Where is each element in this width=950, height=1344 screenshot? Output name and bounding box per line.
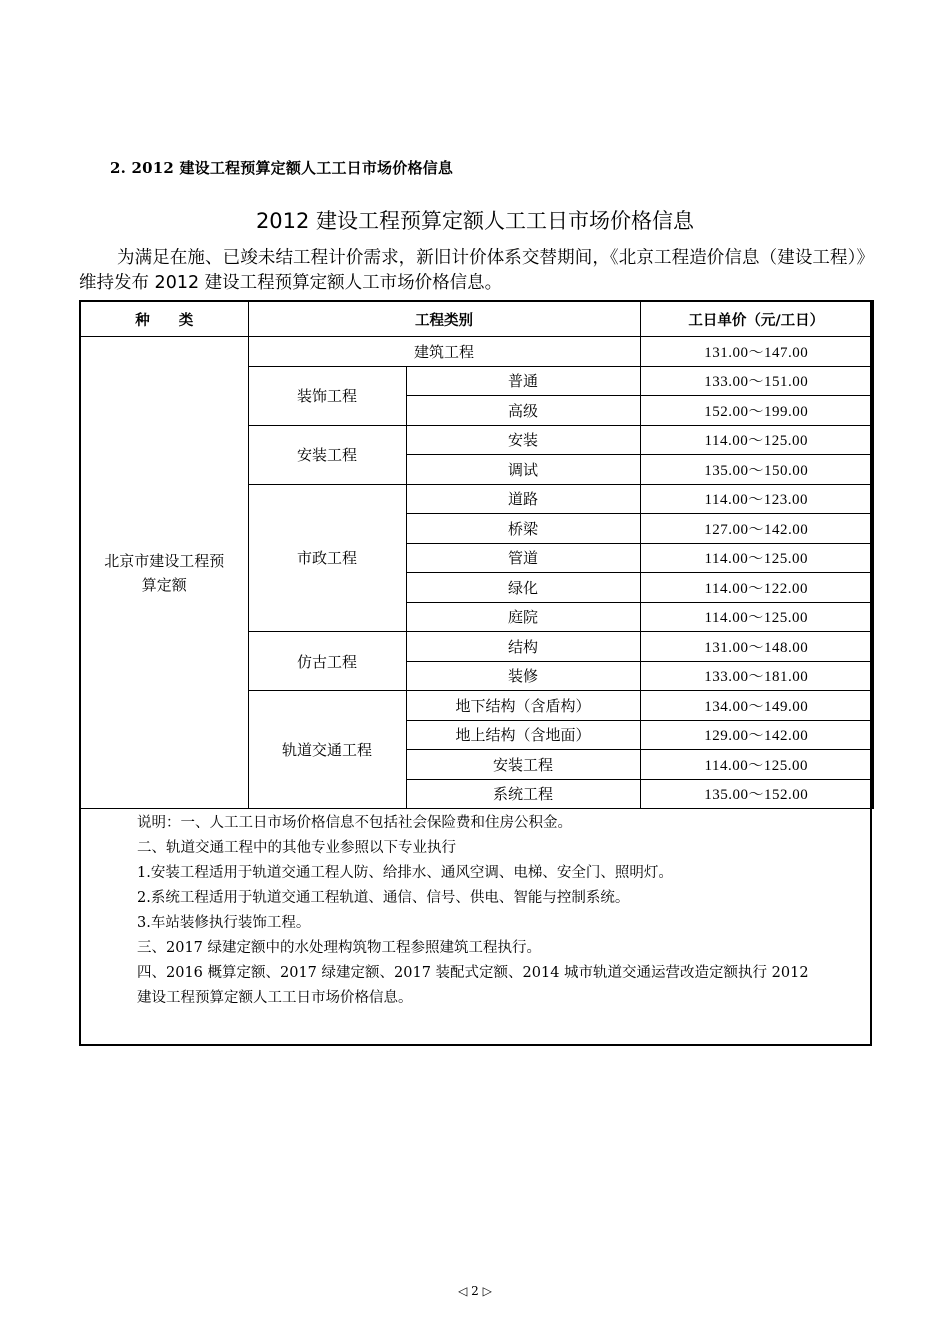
- intro-paragraph: 为满足在施、已竣未结工程计价需求，新旧计价体系交替期间，《北京工程造价信息（建设工程）》维持发布 2012 建设工程预算定额人工市场价格信息。: [79, 248, 874, 293]
- price-table: [79, 300, 874, 809]
- header-category: 种 类: [80, 301, 248, 337]
- sub-type-cell: 安装: [406, 425, 640, 455]
- sub-type-cell: 绿化: [406, 573, 640, 603]
- price-cell: 114.00～125.00: [640, 750, 873, 780]
- sub-type-cell: 道路: [406, 484, 640, 514]
- note-line: 3.车站装修执行装饰工程。: [137, 915, 311, 931]
- category-line-1: 北京市建设工程预: [104, 551, 225, 570]
- header-unit-price: 工日单价（元/工日）: [640, 301, 873, 337]
- sub-type-cell: 普通: [406, 366, 640, 396]
- page-number: ◁ 2 ▷: [458, 1284, 492, 1298]
- price-cell: 131.00～148.00: [640, 632, 873, 662]
- price-cell: 135.00～152.00: [640, 779, 873, 809]
- group-label: 市政工程: [248, 484, 406, 632]
- price-cell: 131.00～147.00: [640, 337, 873, 367]
- price-cell: 114.00～125.00: [640, 425, 873, 455]
- sub-type-cell: 调试: [406, 455, 640, 485]
- section-heading: 2. 2012 建设工程预算定额人工工日市场价格信息: [110, 159, 454, 177]
- sub-type-cell: 高级: [406, 396, 640, 426]
- category-cell: [80, 337, 248, 809]
- table-row: [80, 337, 873, 367]
- group-label: 装饰工程: [248, 366, 406, 425]
- price-cell: 129.00～142.00: [640, 720, 873, 750]
- table-header-row: [80, 301, 873, 337]
- group-label: 建筑工程: [248, 337, 640, 367]
- category-line-2: 算定额: [141, 575, 187, 594]
- sub-type-cell: 安装工程: [406, 750, 640, 780]
- group-label: 轨道交通工程: [248, 691, 406, 809]
- price-cell: 114.00～122.00: [640, 573, 873, 603]
- sub-type-cell: 管道: [406, 543, 640, 573]
- note-line: 1.安装工程适用于轨道交通工程人防、给排水、通风空调、电梯、安全门、照明灯。: [137, 865, 673, 881]
- price-cell: 127.00～142.00: [640, 514, 873, 544]
- sub-type-cell: 装修: [406, 661, 640, 691]
- price-cell: 114.00～125.00: [640, 543, 873, 573]
- sub-type-cell: 桥梁: [406, 514, 640, 544]
- sub-type-cell: 结构: [406, 632, 640, 662]
- note-line: 建设工程预算定额人工工日市场价格信息。: [137, 990, 413, 1006]
- price-cell: 114.00～123.00: [640, 484, 873, 514]
- note-line: 四、2016 概算定额、2017 绿建定额、2017 装配式定额、2014 城市轨道交通运营改造定额执行 2012: [137, 965, 809, 981]
- price-cell: 133.00～181.00: [640, 661, 873, 691]
- price-cell: 152.00～199.00: [640, 396, 873, 426]
- note-line: 2.系统工程适用于轨道交通工程轨道、通信、信号、供电、智能与控制系统。: [137, 890, 630, 906]
- price-cell: 114.00～125.00: [640, 602, 873, 632]
- sub-type-cell: 地下结构（含盾构）: [406, 691, 640, 721]
- sub-type-cell: 系统工程: [406, 779, 640, 809]
- note-line: 二、轨道交通工程中的其他专业参照以下专业执行: [137, 840, 456, 856]
- header-project-type: 工程类别: [248, 301, 640, 337]
- document-title: 2012 建设工程预算定额人工工日市场价格信息: [255, 209, 695, 233]
- price-cell: 135.00～150.00: [640, 455, 873, 485]
- sub-type-cell: 庭院: [406, 602, 640, 632]
- group-label: 仿古工程: [248, 632, 406, 691]
- notes-block: [137, 811, 867, 1011]
- sub-type-cell: 地上结构（含地面）: [406, 720, 640, 750]
- note-line: 说明：一、人工工日市场价格信息不包括社会保险费和住房公积金。: [137, 815, 572, 831]
- price-cell: 133.00～151.00: [640, 366, 873, 396]
- note-line: 三、2017 绿建定额中的水处理构筑物工程参照建筑工程执行。: [137, 940, 542, 956]
- group-label: 安装工程: [248, 425, 406, 484]
- price-cell: 134.00～149.00: [640, 691, 873, 721]
